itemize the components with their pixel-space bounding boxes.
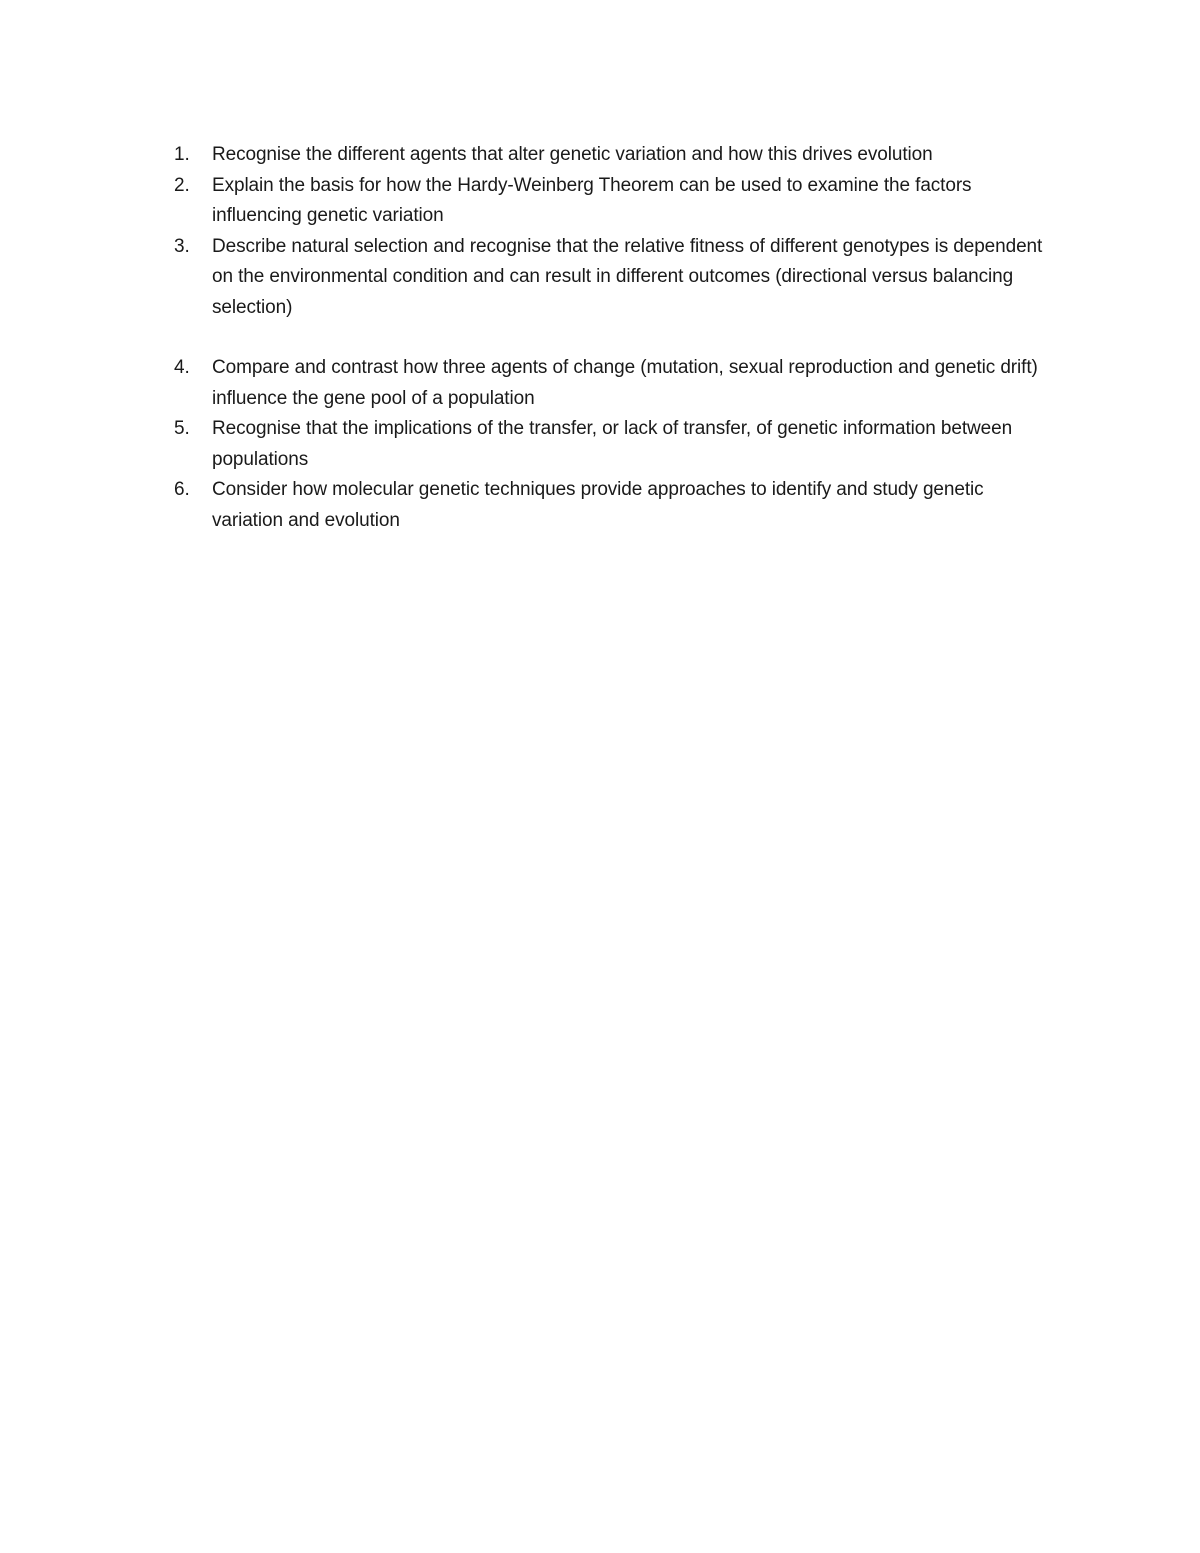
list-item-text: Explain the basis for how the Hardy-Weinberg Theorem can be used to examine the factors influencing genetic variation xyxy=(212,174,972,226)
list-item xyxy=(170,232,1050,324)
list-item-number: 1. xyxy=(174,144,190,165)
list-item-number: 2. xyxy=(174,174,190,196)
list-item-text: Compare and contrast how three agents of change (mutation, sexual reproduction and genetic drift) influence the gene pool of a population xyxy=(212,357,1038,409)
list-item-text: Describe natural selection and recognise that the relative fitness of different genotypes is dependent on the environmental condition and can result in different outcomes (directional versus balancing selection) xyxy=(212,235,1043,318)
list-item-text: Recognise that the implications of the transfer, or lack of transfer, of genetic information between populations xyxy=(212,418,1013,470)
list-item-number: 6. xyxy=(174,479,190,500)
list-item-number: 3. xyxy=(174,235,190,257)
list-item xyxy=(170,140,1050,171)
list-item xyxy=(170,414,1050,475)
list-item xyxy=(170,353,1050,414)
list-item-number: 4. xyxy=(174,357,190,378)
list-item xyxy=(170,475,1050,536)
list-item-text: Consider how molecular genetic techniques provide approaches to identify and study genetic variation and evolution xyxy=(212,479,984,531)
list-item xyxy=(170,171,1050,232)
list-item-text: Recognise the different agents that alter genetic variation and how this drives evolution xyxy=(212,144,933,165)
list-item-number: 5. xyxy=(174,418,190,439)
learning-objectives-list xyxy=(170,140,1050,536)
